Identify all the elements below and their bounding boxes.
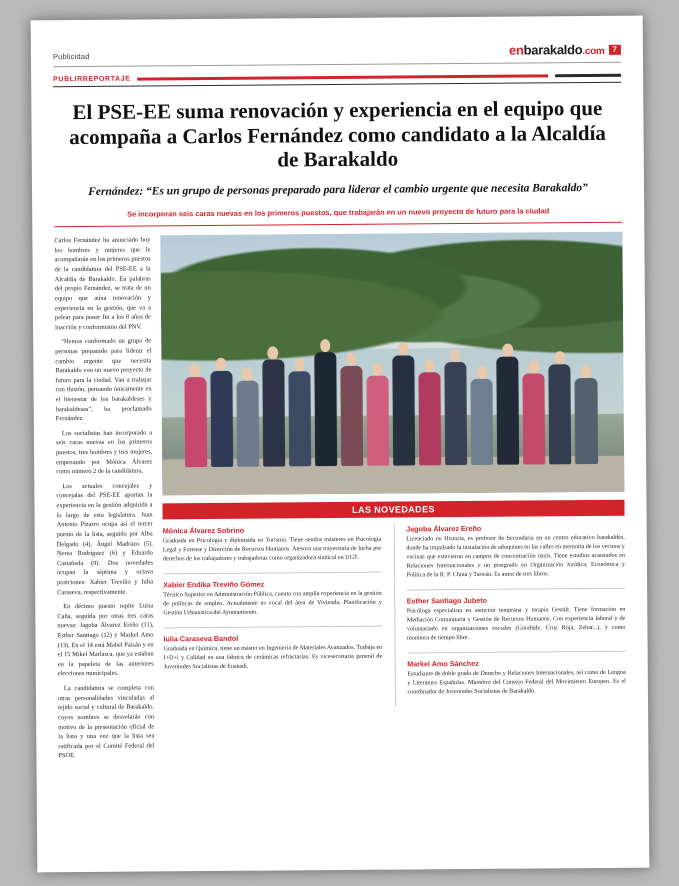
profile-item bbox=[163, 579, 382, 619]
body-paragraph: Los socialistas han incorporado a seis caras nuevas en los primeros puestos, tres hombres y tres mujeres, empezando por Mónica Álvarez como número 2 de la candidatura. bbox=[55, 429, 153, 476]
profile-name: Iulia Caraseva Bandol bbox=[163, 634, 239, 644]
profile-divider bbox=[407, 651, 626, 654]
profile-item bbox=[407, 658, 626, 698]
profile-bio: Técnico Superior en Administración Pública, cuenta con amplia experiencia en la gestión de políticas de empleo. Actualmente es vocal del área de Vivienda, Planificación y Gestión Urbanística del Ayuntamiento. bbox=[163, 590, 382, 617]
profile-name: Esther Santiago Jubeto bbox=[406, 596, 488, 606]
photo-people bbox=[175, 292, 611, 467]
page-title: El PSE-EE suma renovación y experiencia en el equipo que acompaña a Carlos Fernández como candidato a la Alcaldía de Barakaldo bbox=[69, 95, 606, 172]
brand bbox=[509, 42, 621, 58]
kicker-label: PUBLIRREPORTAJE bbox=[53, 75, 131, 84]
article-body bbox=[54, 232, 626, 766]
masthead bbox=[53, 42, 621, 67]
profile-divider bbox=[407, 588, 626, 591]
profile-bio: Psicóloga especialista en atención temprana y terapia Gestalt. Tiene formación en Mediación Comunitaria y Gestión de Recursos Humanos. Con experiencia laboral y de voluntariado en organizaciones sociales (Gorabide, Cruz Roja, Zehar...), y como monitora de tiempo libre. bbox=[406, 607, 626, 642]
subheadline: Fernández: “Es un grupo de personas preparado para liderar el cambio urgente que necesita Barakaldo” bbox=[88, 181, 588, 198]
profile-bio: Graduada en Psicología y diplomada en Turismo. Tiene sendos másteres en Psicología Legal y Forense y Dirección de Recursos Humanos. Atesora una trayectoria de lucha por derechos de los trabajadores y trabajadoras como organizadora sindical en UGT. bbox=[162, 536, 382, 563]
profile-name: Mónica Álvarez Sobrino bbox=[162, 526, 245, 536]
profile-bio: Estudiante de doble grado de Derecho y Relaciones Internacionales, así como de Lengua y Literatura Españolas. Miembro del Consejo Federal del Movimiento Europeo. Es el coordinador de Juventudes Socialistas de Barakaldo. bbox=[407, 670, 626, 696]
novedades-left-column bbox=[163, 525, 383, 709]
publicidad-label: Publicidad bbox=[52, 51, 90, 62]
profile-item bbox=[163, 525, 382, 565]
column-divider bbox=[393, 525, 395, 707]
kicker-rule-dark bbox=[555, 74, 621, 78]
profile-bio: Licenciado en Historia, es profesor de Secundaria en un centro educativo barakaldés, donde ha impulsado la instalación de adoquines en las calles en memoria de los vecinos y vecinas que estuvieron en campos de concentración nazis. Tiene estudios avanzados en Relaciones Internacionales y un postgrado en Organización Jurídica, Económica y Política de la R. P. China y Taiwán. Es autor de tres libros. bbox=[406, 535, 625, 579]
group-photo bbox=[160, 232, 624, 496]
profile-item bbox=[407, 595, 626, 644]
profile-item bbox=[163, 633, 382, 673]
standfirst-rule bbox=[54, 222, 622, 227]
kicker-underline bbox=[53, 82, 621, 87]
brand-com: .com bbox=[582, 45, 605, 58]
page-number-badge: 7 bbox=[608, 44, 621, 54]
body-paragraph: La candidatura se completa con otras personalidades vinculadas al tejido social y cultural de Barakaldo, cuyos nombres se desvelarán con motivo de la presentación oficial de la lista y una vez que la lista sea ratificada por el Comité Federal del PSOE. bbox=[57, 684, 155, 760]
profile-name: Jagoba Álvarez Ereño bbox=[406, 524, 482, 534]
page-inner bbox=[53, 42, 627, 846]
novedades-right-column bbox=[406, 523, 626, 707]
right-column bbox=[160, 232, 626, 765]
novedades-grid bbox=[163, 523, 626, 709]
profile-name: Xabier Endika Treviño Gómez bbox=[163, 579, 265, 590]
brand-text bbox=[509, 42, 605, 58]
profile-divider bbox=[163, 572, 382, 575]
body-paragraph: “Hemos conformado un grupo de personas preparado para liderar el cambio urgente que necesita Barakaldo con un nuevo proyecto de futuro para la ciudad. Van a trabajar con ilusión, pensando únicamente en el bienestar de los barakaldeses y barakaldesas”, ha proclamado Fernández. bbox=[55, 337, 152, 423]
body-column bbox=[54, 236, 154, 766]
standfirst: Se incorporan seis caras nuevas en los primeros puestos, que trabajarán en un nuevo proyecto de futuro para la ciudad bbox=[127, 205, 550, 219]
profile-divider bbox=[163, 626, 382, 629]
profile-bio: Graduada en Química, tiene un máster en Ingeniería de Materiales Avanzados. Trabaja en I+D+i y Calidad en una fábrica de cerámicas refractarias. Es vicesecretaria general de Juventudes Socialistas de Euskadi. bbox=[163, 645, 383, 671]
profile-name: Markel Amo Sánchez bbox=[407, 659, 479, 669]
brand-barakaldo: barakaldo bbox=[523, 42, 583, 58]
profile-item bbox=[406, 523, 625, 581]
body-paragraph: Los actuales concejales y concejalas del PSE-EE aportan la experiencia en la gestión adquirida a lo largo de esta legislatura. Juan Antonio Pizarro ocupa así el tercer puesto de la lista, seguido por Alba Delgado (4), Ángel Madrazo (5), Nerea Rodríguez (6) y Eduardo Castañeda (9). Dos novedades ocupan la séptima y octava posiciones: Xabier Treviño y Iulia Caraseva, respectivamente. bbox=[56, 482, 154, 596]
newspaper-page bbox=[31, 16, 650, 873]
novedades-header: LAS NOVEDADES bbox=[162, 500, 624, 520]
kicker-rule-red bbox=[137, 74, 548, 80]
body-paragraph: Carlos Fernández ha anunciado hoy los hombres y mujeres que le acompañarán en los primeros puestos de la candidatura del PSE-EE a la Alcaldía de Barakaldo. En palabras del propio Fernández, se trata de un equipo que aúna renovación y experiencia en la gestión, que va a pelear para poner fin a los 8 años de inacción y conformismo del PNV. bbox=[54, 236, 152, 331]
body-paragraph: En décimo puesto repite Luisa Caña, seguida por otras tres caras nuevas: Jagoba Álvarez Ereño (11), Esther Santiago (12) y Markel Amo (13). En el 14 está Mabel Paisán y en el 15 Mikel Marlasca, que ya estaban en la papeleta de las anteriores elecciones municipales. bbox=[57, 602, 154, 678]
brand-en: en bbox=[508, 42, 524, 58]
